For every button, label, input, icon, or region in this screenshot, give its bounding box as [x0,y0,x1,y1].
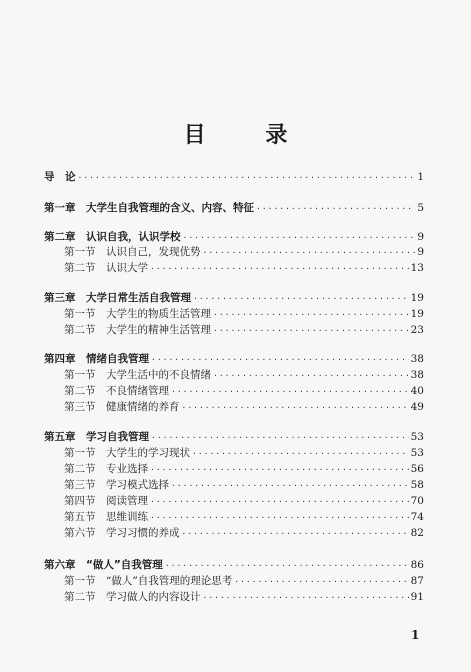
page-number: 1 [417,171,424,183]
section-number: 第二节 [64,262,96,274]
section-number: 第四节 [64,495,96,507]
dot-leader [213,309,409,321]
page-number: 53 [410,447,424,459]
dot-leader [150,512,409,524]
dot-leader [213,325,409,337]
dot-leader [78,172,416,184]
page-number: 53 [410,431,424,443]
section-title: 大学生的学习现状 [106,447,190,459]
chapter-title: 第五章 学习自我管理 [44,431,149,443]
section-number: 第二节 [64,385,96,397]
toc-chapter-row [44,201,424,215]
toc-section-row [44,384,424,398]
page-number: 49 [410,401,424,413]
page-title: 目 录 [183,122,314,148]
chapter-title: 第三章 大学日常生活自我管理 [44,292,191,304]
toc-chapter-row [44,430,424,444]
toc-section-row [44,368,424,382]
toc-chapter-row [44,170,424,184]
dot-leader [151,432,409,444]
section-title: 大学生的精神生活管理 [106,324,211,336]
chapter-title: 导 论 [44,171,76,183]
dot-leader [256,203,415,215]
section-title: 阅读管理 [106,495,148,507]
toc-section-row [44,574,424,588]
section-title: 不良情绪管理 [106,385,169,397]
page-number: 9 [417,246,424,258]
dot-leader [192,448,409,460]
toc-section-row [44,526,424,540]
page-number: 86 [410,559,424,571]
section-title: 专业选择 [106,463,148,475]
toc-section-row [44,261,424,275]
toc-section-row [44,446,424,460]
page-number: 13 [410,262,424,274]
page-number: 40 [410,385,424,397]
toc-chapter-row [44,230,424,244]
chapter-title: 第二章 认识自我，认识学校 [44,231,181,243]
page-number: 58 [410,479,424,491]
dot-leader [203,592,409,604]
section-number: 第一节 [64,369,96,381]
toc-section-row [44,307,424,321]
section-number: 第二节 [64,463,96,475]
chapter-title: 第一章 大学生自我管理的含义、内容、特征 [44,202,254,214]
section-title: 健康情绪的养育 [106,401,180,413]
toc-section-row [44,323,424,337]
section-title: “做人”自我管理的理论思考 [106,575,233,587]
page-number: 82 [410,527,424,539]
toc-chapter-row [44,558,424,572]
section-number: 第一节 [64,308,96,320]
dot-leader [234,576,408,588]
section-number: 第三节 [64,479,96,491]
page-number: 91 [410,591,424,603]
section-number: 第三节 [64,401,96,413]
section-number: 第五节 [64,511,96,523]
toc-chapter-row [44,352,424,366]
folio-page-number: 1 [411,628,420,642]
dot-leader [182,402,409,414]
section-title: 大学生的物质生活管理 [106,308,211,320]
section-number: 第一节 [64,575,96,587]
dot-leader [213,370,409,382]
section-number: 第六节 [64,527,96,539]
dot-leader [171,386,409,398]
page-number: 9 [417,231,424,243]
page-number: 5 [417,202,424,214]
dot-leader [151,354,409,366]
dot-leader [165,560,409,572]
section-title: 认识自己，发现优势 [106,246,201,258]
toc-section-row [44,462,424,476]
page-number: 23 [410,324,424,336]
section-number: 第二节 [64,324,96,336]
section-number: 第一节 [64,447,96,459]
page-number: 56 [410,463,424,475]
section-title: 学习做人的内容设计 [106,591,201,603]
page-number: 19 [410,292,424,304]
toc-section-row [44,590,424,604]
section-title: 学习模式选择 [106,479,169,491]
dot-leader [193,293,409,305]
toc-chapter-row [44,291,424,305]
chapter-title: 第四章 情绪自我管理 [44,353,149,365]
toc-section-row [44,494,424,508]
section-title: 学习习惯的养成 [106,527,180,539]
chapter-title: 第六章 “做人”自我管理 [44,559,163,571]
page-number: 38 [410,353,424,365]
page-number: 87 [410,575,424,587]
dot-leader [150,464,409,476]
section-title: 思维训练 [106,511,148,523]
dot-leader [150,496,409,508]
page-number: 74 [410,511,424,523]
section-title: 大学生活中的不良情绪 [106,369,211,381]
toc-section-row [44,400,424,414]
page-number: 70 [410,495,424,507]
toc-section-row [44,510,424,524]
dot-leader [150,263,409,275]
dot-leader [171,480,409,492]
section-number: 第一节 [64,246,96,258]
toc-section-row [44,245,424,259]
page-number: 19 [410,308,424,320]
section-number: 第二节 [64,591,96,603]
dot-leader [183,232,416,244]
dot-leader [182,528,409,540]
page-number: 38 [410,369,424,381]
section-title: 认识大学 [106,262,148,274]
toc-section-row [44,478,424,492]
dot-leader [203,247,416,259]
